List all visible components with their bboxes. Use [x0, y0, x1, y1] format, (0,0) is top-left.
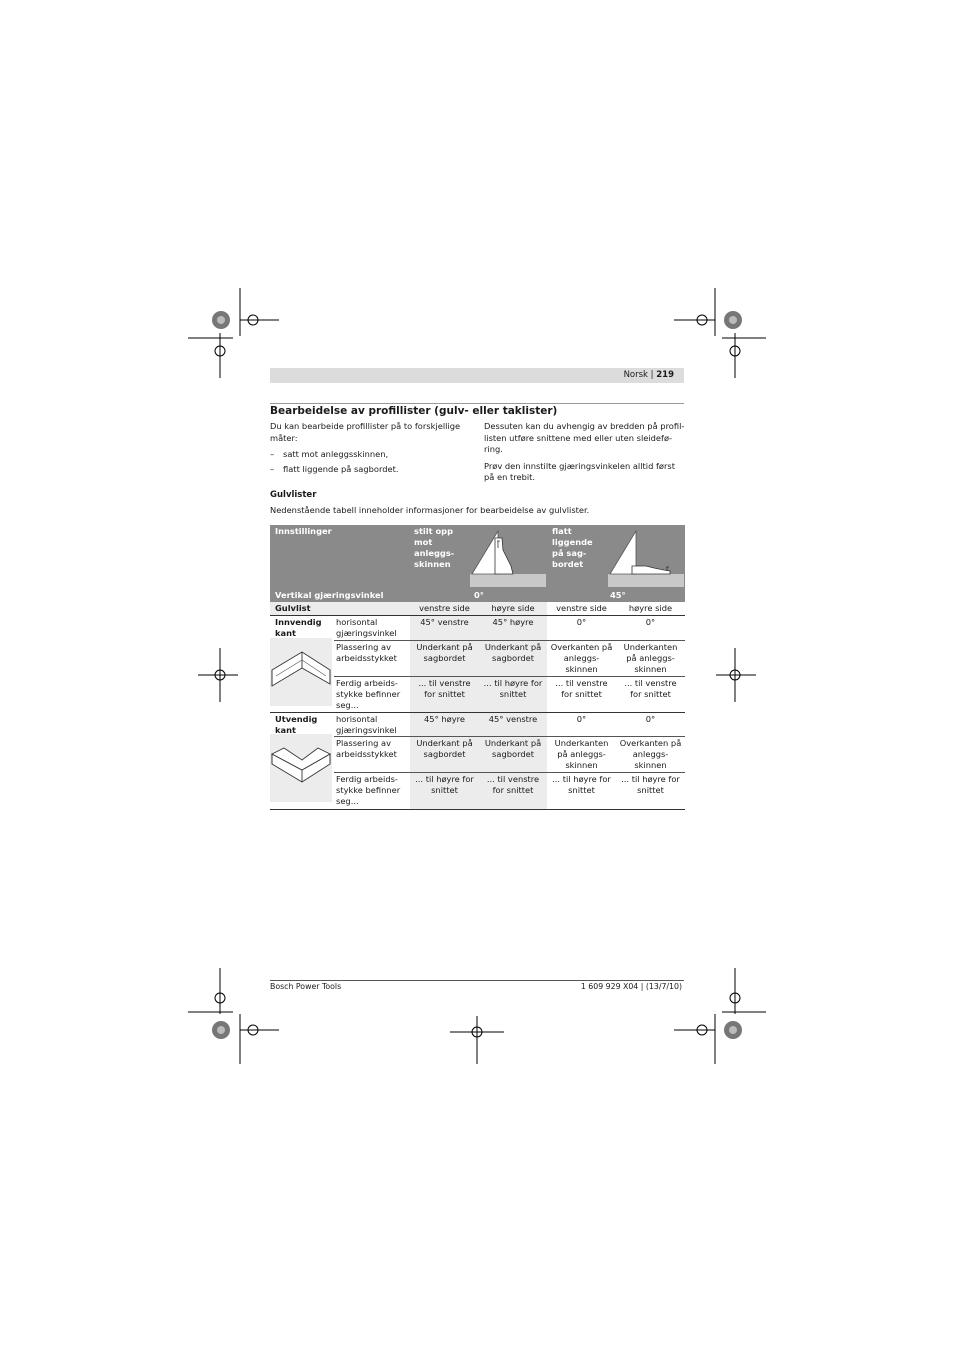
outer-r1-c4: 0° [645, 714, 656, 724]
outer-r1-param: horisontal gjæringsvinkel [336, 714, 397, 735]
section-title: Bearbeidelse av profillister (gulv- eller taklister) [270, 405, 558, 417]
registration-mark-bottom-right [672, 968, 767, 1066]
outer-r2-c4: Overkanten på anleggs-skinnen [619, 738, 682, 770]
right-paragraph-2: Prøv den innstilte gjæringsvinkelen alltid først på en trebit. [484, 460, 675, 482]
gulvlist-c4: høyre side [628, 603, 673, 613]
footer-left: Bosch Power Tools [270, 982, 342, 991]
outer-r3-c4: ... til høyre for snittet [621, 774, 680, 795]
gulvlist-c1: venstre side [419, 603, 470, 613]
outer-r1-c1: 45° høyre [424, 714, 465, 724]
registration-mark-mid-left [198, 648, 238, 702]
outer-r2-c3: Underkanten på anleggs-skinnen [554, 738, 609, 770]
header-group1-angle: 0° [474, 590, 484, 600]
footer-right: 1 609 929 X04 | (13/7/10) [580, 982, 682, 991]
inner-r1-c2: 45° høyre [492, 617, 534, 627]
outer-r2-param: Plassering av arbeidsstykket [336, 738, 397, 759]
inner-r2-param: Plassering av arbeidsstykket [336, 642, 397, 663]
subheading-gulvlister: Gulvlister [270, 490, 317, 500]
outer-r3-c1: ... til høyre for snittet [415, 774, 474, 795]
header-group2-label: flatt liggende på sag-bordet [552, 526, 593, 569]
right-paragraph-1: Dessuten kan du avhengig av bredden på profil-listen utføre snittene med eller uten sleidefø-ring. [484, 421, 685, 454]
outer-r2-c2: Underkant på sagbordet [484, 738, 542, 759]
inner-r2-c4: Underkanten på anleggs-skinnen [623, 642, 678, 674]
registration-mark-top-left [188, 288, 283, 380]
header-group1-label: stilt opp mot anleggs-skinnen [414, 526, 455, 569]
page-number: 219 [656, 370, 674, 380]
gulvlist-c3: venstre side [556, 603, 607, 613]
inner-r3-c1: ... til venstre for snittet [418, 678, 471, 699]
inner-r2-c1: Underkant på sagbordet [416, 642, 473, 663]
list-item: – flatt liggende på sagbordet. [270, 463, 399, 474]
inner-r1-c4: 0° [645, 617, 656, 627]
list-item-text: flatt liggende på sagbordet. [283, 463, 399, 474]
outer-corner-label: Utvendig kant [275, 714, 318, 735]
inner-r3-c4: ... til venstre for snittet [624, 678, 677, 699]
inner-corner-label: Innvendig kant [275, 617, 322, 638]
outer-r2-c1: Underkant på sagbordet [416, 738, 473, 759]
inner-r1-c1: 45° venstre [420, 617, 469, 627]
registration-mark-top-right [672, 288, 767, 380]
outer-r1-c2: 45° venstre [488, 714, 538, 724]
header-group2-angle: 45° [610, 590, 626, 600]
header-vertical-angle: Vertikal gjæringsvinkel [275, 590, 384, 600]
outer-r3-c3: ... til høyre for snittet [552, 774, 611, 795]
profile-flat-on-table-illustration [608, 528, 684, 588]
outer-r3-c2: ... til venstre for snittet [486, 774, 540, 795]
table-header [270, 525, 685, 602]
registration-mark-bottom-center [450, 1016, 504, 1066]
table-body [270, 602, 685, 812]
inner-r3-c3: ... til venstre for snittet [555, 678, 608, 699]
settings-table [270, 525, 685, 806]
header-settings: Innstillinger [275, 526, 332, 536]
table-bottom-rule [270, 809, 685, 810]
registration-mark-bottom-left [188, 968, 283, 1066]
inner-r3-param: Ferdig arbeids-stykke befinner seg... [336, 678, 401, 710]
header-language: Norsk [623, 370, 648, 380]
left-column [270, 421, 470, 478]
outer-r1-c3: 0° [576, 714, 587, 724]
left-intro: Du kan bearbeide profillister på to forskjellige måter: [270, 421, 461, 443]
inner-r2-c2: Underkant på sagbordet [484, 642, 542, 663]
outer-corner-illustration [270, 736, 332, 800]
gulvlist-c2: høyre side [491, 603, 535, 613]
footer-rule [270, 980, 684, 981]
outer-r3-param: Ferdig arbeids-stykke befinner seg... [336, 774, 401, 806]
profile-against-fence-illustration [470, 528, 546, 588]
table-intro: Nedenstående tabell inneholder informasjoner for bearbeidelse av gulvlister. [270, 505, 590, 515]
header-separator: | [650, 370, 654, 380]
inner-r3-c2: ... til høyre for snittet [483, 678, 543, 699]
inner-r1-param: horisontal gjæringsvinkel [336, 617, 397, 638]
gulvlist-label: Gulvlist [275, 603, 311, 613]
right-column [484, 421, 686, 489]
inner-corner-illustration [270, 640, 332, 704]
page-header-bar [270, 368, 684, 383]
inner-r1-c3: 0° [576, 617, 587, 627]
inner-r2-c3: Overkanten på anleggs-skinnen [550, 642, 613, 674]
page-header-text [624, 369, 674, 382]
list-item: – satt mot anleggsskinnen, [270, 449, 389, 459]
list-item-text: satt mot anleggsskinnen, [283, 449, 389, 459]
section-divider [270, 403, 684, 404]
registration-mark-mid-right [716, 648, 756, 702]
